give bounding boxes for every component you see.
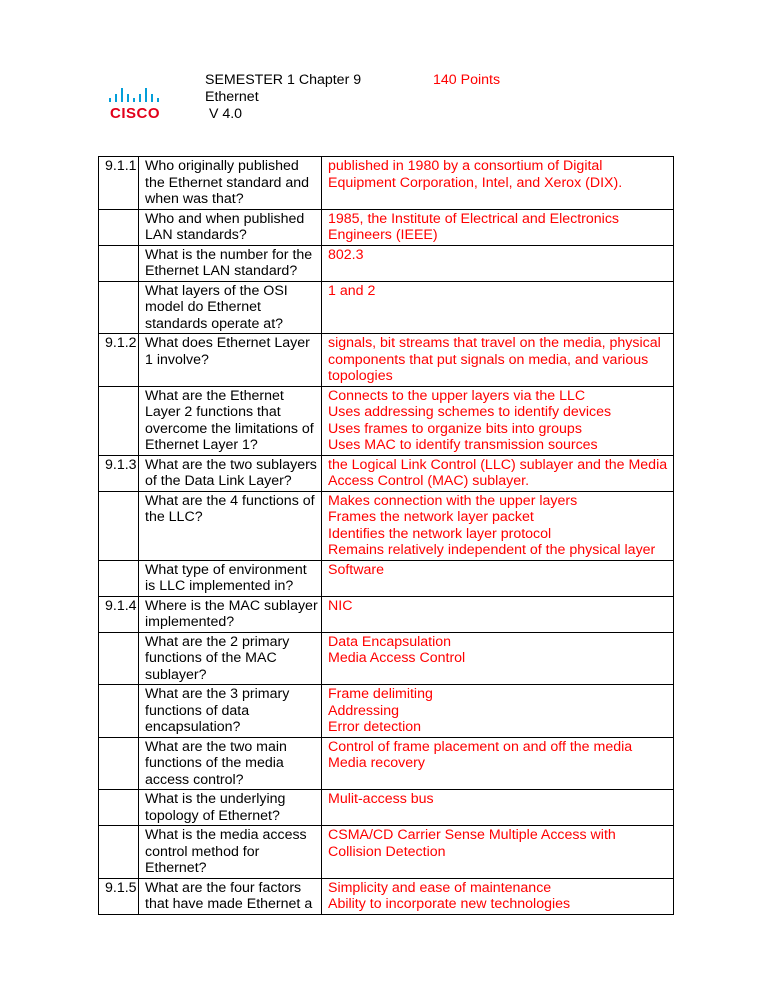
answer-cell	[322, 632, 674, 685]
question-cell: Who originally published the Ethernet standard and when was that?	[139, 157, 322, 210]
question-cell: What does Ethernet Layer 1 involve?	[139, 334, 322, 387]
section-number: 9.1.1	[99, 157, 139, 210]
cisco-logo	[107, 88, 163, 128]
question-cell: What are the Ethernet Layer 2 functions that overcome the limitations of Ethernet Layer 1?	[139, 386, 322, 455]
answer-line: Addressing	[328, 702, 399, 719]
cisco-bars-icon	[107, 88, 163, 102]
answer-line: Ability to incorporate new technologies	[328, 896, 571, 912]
section-number	[99, 245, 139, 281]
answer-line: CSMA/CD Carrier Sense Multiple Access with Collision Detection	[328, 827, 616, 860]
question-cell: What are the four factors that have made Ethernet a	[139, 878, 322, 914]
question-cell: Who and when published LAN standards?	[139, 209, 322, 245]
answer-line: Uses MAC to identify transmission sources	[328, 437, 598, 453]
table-row	[99, 632, 674, 685]
answer-line: Identifies the network layer protocol	[328, 525, 552, 542]
table-row	[99, 790, 674, 826]
question-cell: What is the media access control method for Ethernet?	[139, 826, 322, 879]
answer-cell	[322, 826, 674, 879]
table-row	[99, 157, 674, 210]
section-number	[99, 685, 139, 738]
answer-line: Frames the network layer packet	[328, 509, 534, 525]
answer-cell	[322, 878, 674, 914]
answer-line: 1 and 2	[328, 282, 376, 299]
answer-line: Media Access Control	[328, 650, 466, 666]
section-number	[99, 790, 139, 826]
answer-cell	[322, 386, 674, 455]
section-number	[99, 386, 139, 455]
section-number	[99, 281, 139, 334]
table-row	[99, 878, 674, 914]
answer-cell	[322, 209, 674, 245]
answer-cell	[322, 157, 674, 210]
table-row	[99, 386, 674, 455]
table-row	[99, 245, 674, 281]
section-number: 9.1.5	[99, 878, 139, 914]
answer-line: 802.3	[328, 246, 364, 263]
question-cell: What are the two main functions of the media access control?	[139, 737, 322, 790]
answer-cell	[322, 491, 674, 560]
section-number: 9.1.3	[99, 455, 139, 491]
section-number: 9.1.4	[99, 596, 139, 632]
answer-line: Data Encapsulation	[328, 633, 452, 650]
question-cell: What are the 4 functions of the LLC?	[139, 491, 322, 560]
answer-line: NIC	[328, 597, 353, 614]
question-cell: What is the number for the Ethernet LAN standard?	[139, 245, 322, 281]
answer-line: Connects to the upper layers via the LLC	[328, 387, 586, 404]
section-number	[99, 560, 139, 596]
table-row	[99, 826, 674, 879]
answer-line: 1985, the Institute of Electrical and Electronics Engineers (IEEE)	[328, 210, 620, 243]
answer-cell	[322, 245, 674, 281]
answer-line: Media recovery	[328, 755, 425, 771]
page-header	[0, 0, 768, 150]
answer-cell	[322, 596, 674, 632]
answer-cell	[322, 455, 674, 491]
question-cell: Where is the MAC sublayer implemented?	[139, 596, 322, 632]
answer-line: Software	[328, 561, 384, 578]
question-cell: What is the underlying topology of Ethernet?	[139, 790, 322, 826]
answer-line: Uses frames to organize bits into groups	[328, 420, 582, 437]
answer-line: Error detection	[328, 719, 422, 735]
section-number	[99, 737, 139, 790]
qa-table	[98, 156, 674, 915]
question-cell: What are the 2 primary functions of the MAC sublayer?	[139, 632, 322, 685]
table-row	[99, 455, 674, 491]
table-row	[99, 737, 674, 790]
title-line: V 4.0	[205, 106, 243, 122]
question-cell: What are the 3 primary functions of data encapsulation?	[139, 685, 322, 738]
table-row	[99, 209, 674, 245]
question-cell: What type of environment is LLC implemented in?	[139, 560, 322, 596]
answer-cell	[322, 334, 674, 387]
answer-cell	[322, 685, 674, 738]
table-row	[99, 491, 674, 560]
answer-cell	[322, 737, 674, 790]
section-number	[99, 632, 139, 685]
title-line: SEMESTER 1 Chapter 9	[205, 72, 362, 88]
document-title	[205, 72, 361, 123]
table-row	[99, 281, 674, 334]
answer-line: Mulit-access bus	[328, 791, 434, 807]
cisco-wordmark: CISCO	[109, 105, 160, 122]
answer-cell	[322, 560, 674, 596]
answer-line: Uses addressing schemes to identify devices	[328, 404, 612, 420]
section-number: 9.1.2	[99, 334, 139, 387]
table-row	[99, 596, 674, 632]
table-row	[99, 560, 674, 596]
table-row	[99, 685, 674, 738]
section-number	[99, 491, 139, 560]
answer-line: the Logical Link Control (LLC) sublayer and the Media Access Control (MAC) sublayer.	[328, 456, 668, 489]
question-cell: What layers of the OSI model do Ethernet standards operate at?	[139, 281, 322, 334]
answer-line: Simplicity and ease of maintenance	[328, 879, 552, 896]
section-number	[99, 209, 139, 245]
answer-line: Control of frame placement on and off the media	[328, 738, 633, 755]
answer-cell	[322, 281, 674, 334]
question-cell: What are the two sublayers of the Data Link Layer?	[139, 455, 322, 491]
table-row	[99, 334, 674, 387]
title-line: Ethernet	[205, 89, 259, 105]
answer-line: Remains relatively independent of the physical layer	[328, 542, 656, 558]
points-label: 140 Points	[433, 72, 501, 88]
section-number	[99, 826, 139, 879]
answer-line: Frame delimiting	[328, 686, 433, 702]
answer-line: published in 1980 by a consortium of Digital Equipment Corporation, Intel, and Xerox (DIX).	[328, 158, 623, 191]
answer-line: signals, bit streams that travel on the media, physical components that put signals on media, and various topologies	[328, 335, 661, 384]
answer-line: Makes connection with the upper layers	[328, 492, 578, 509]
answer-cell	[322, 790, 674, 826]
